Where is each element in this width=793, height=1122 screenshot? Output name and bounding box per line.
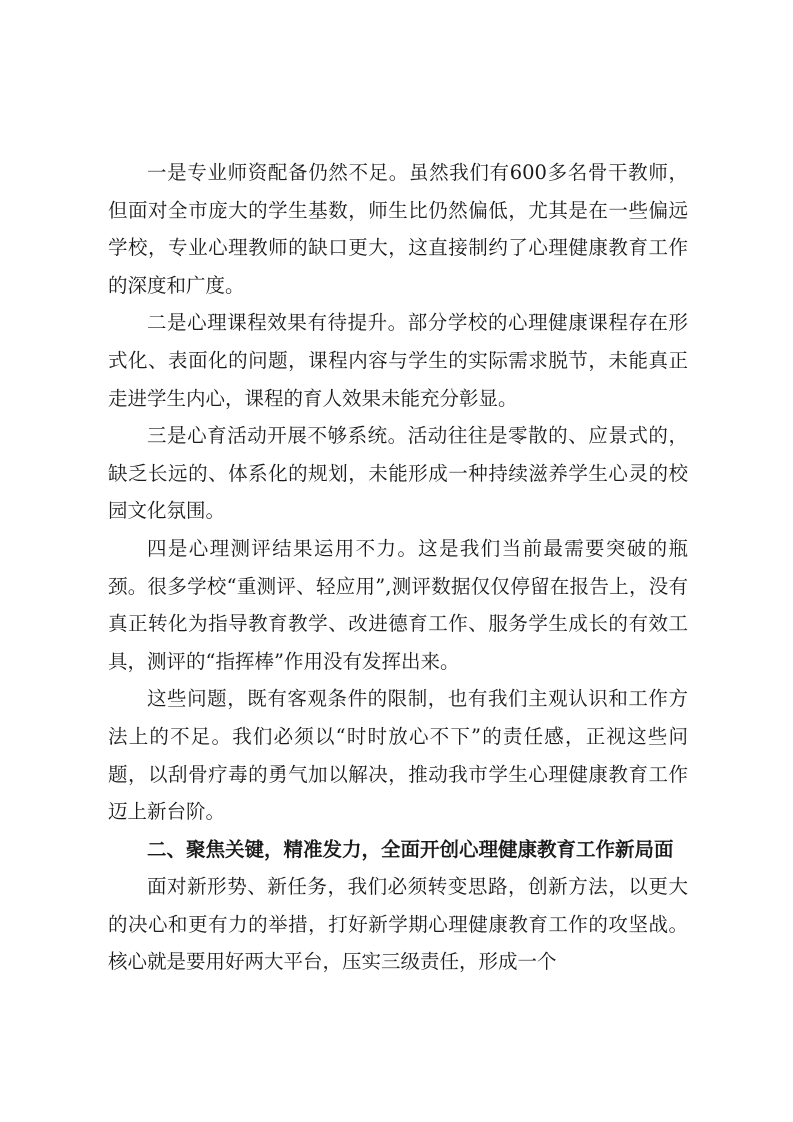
paragraph-assessment: 四是心理测评结果运用不力。这是我们当前最需要突破的瓶颈。很多学校“重测评、轻应用”,测评数据仅仅停留在报告上，没有真正转化为指导教育教学、改进德育工作、服务学生成长的有效工具，测评的“指挥棒”作用没有发挥出来。 [108, 536, 688, 673]
paragraph-new-situation: 面对新形势、新任务，我们必须转变思路，创新方法，以更大的决心和更有力的举措，打好新学期心理健康教育工作的攻坚战。核心就是要用好两大平台，压实三级责任，形成一个 [108, 875, 688, 974]
paragraph-activities: 三是心育活动开展不够系统。活动往往是零散的、应景式的，缺乏长远的、体系化的规划，未能形成一种持续滋养学生心灵的校园文化氛围。 [108, 424, 688, 523]
document-body [108, 154, 688, 981]
paragraph-problems-summary: 这些问题，既有客观条件的限制，也有我们主观认识和工作方法上的不足。我们必须以“时时放心不下”的责任感，正视这些问题，以刮骨疗毒的勇气加以解决，推动我市学生心理健康教育工作迈上新台阶。 [108, 687, 688, 824]
section-heading-2: 二、聚焦关键，精准发力，全面开创心理健康教育工作新局面 [147, 837, 674, 861]
paragraph-teacher-shortage: 一是专业师资配备仍然不足。虽然我们有600多名骨干教师，但面对全市庞大的学生基数，师生比仍然偏低，尤其是在一些偏远学校，专业心理教师的缺口更大，这直接制约了心理健康教育工作的深度和广度。 [108, 161, 688, 297]
paragraph-course-effect: 二是心理课程效果有待提升。部分学校的心理健康课程存在形式化、表面化的问题，课程内容与学生的实际需求脱节，未能真正走进学生内心，课程的育人效果未能充分彰显。 [108, 311, 688, 410]
